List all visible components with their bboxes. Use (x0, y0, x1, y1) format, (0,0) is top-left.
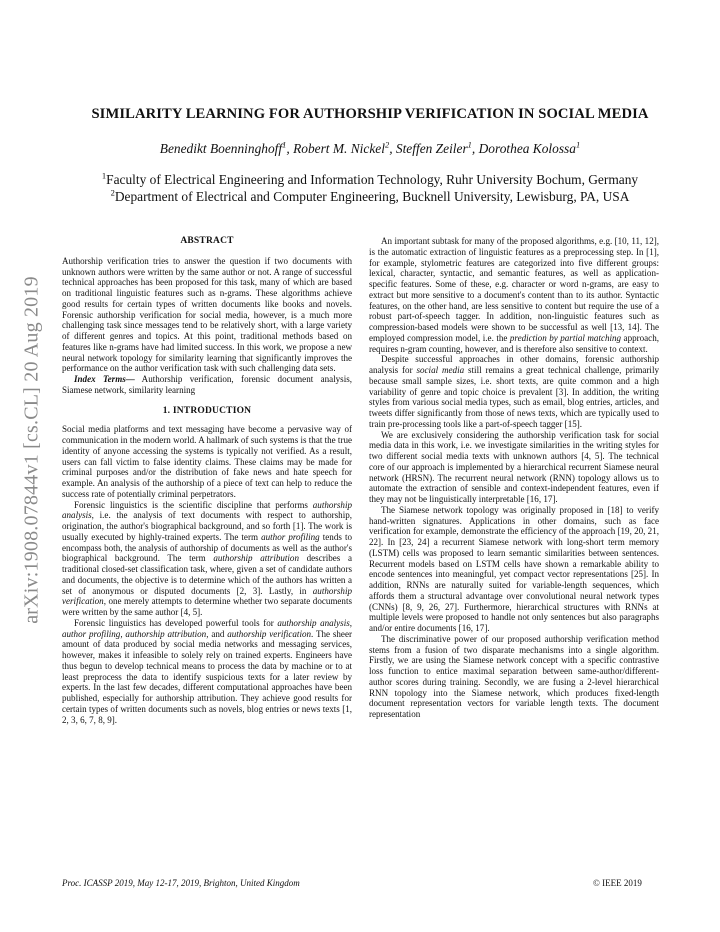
text-run: , one merely attempts to determine whether two separate documents were written by the same author [4, 5]. (62, 596, 352, 617)
abstract-text: Authorship verification tries to answer the question if two documents with unknown authors were written by the same author or not. A range of successful technical approaches has been proposed for this task, many of which are based on traditional linguistic features such as n-grams. These algorithms achieve good results for certain types of written documents like books and novels. Forensic authorship verification for social media, however, is a much more challenging task since messages tend to be relatively short, with a large variety of different genres and topics. At this point, traditional methods based on features like n-grams have had limited success. In this work, we propose a new neural network topology for similarity learning that significantly improves the performance on the author verification task with such challenging data sets. (62, 255, 352, 374)
italic-term: author profiling (261, 531, 320, 542)
body-paragraph: We are exclusively considering the authorship verification task for social media data in this work, i.e. we investigate similarities in the writing styles for two different social media texts with unknown authors [4, 5]. The technical core of our approach is implemented by a hierarchical recurrent Siamese neural network (HRSN). The recurrent neural network (RNN) topology allows us to automate the extraction of sensible and context-independent features, even if they may not be linguistically interpretable [16, 17]. (369, 429, 659, 504)
text-run: , i.e. the analysis of text documents with respect to authorship, origination, the author's biographical background, and so forth [1]. The work is usually executed by highly-trained experts. The term (62, 510, 352, 542)
italic-term: prediction by partial matching (509, 332, 622, 343)
italic-term: authorship verification (62, 585, 352, 607)
affil-mark: 2 (110, 187, 115, 198)
author-affil-mark: 1 (467, 139, 472, 150)
italic-term: social media (416, 365, 465, 375)
author-affil-mark: 1 (575, 139, 581, 150)
author-affil-mark: 1 (282, 139, 287, 150)
intro-paragraph (62, 500, 352, 618)
author-name: Benedikt Boenninghoff (159, 141, 283, 156)
italic-term: authorship analysis (62, 499, 352, 521)
text-run: An important subtask for many of the proposed algorithms, e.g. [10, 11, 12], is the automatic extraction of linguistic features as a preprocessing step. In [1], for example, stylometric features are categorized into five different groups: lexical, character, syntactic, and semantic features, as well as application-specific features. Some of these, e.g. character or word n-grams, are easy to extract but more sensitive to a document's content than to its author. Syntactic features, on the other hand, are less sensitive to content but require the use of a robust part-of-speech tagger. In addition, non-linguistic features such as compression-based models were shown to be successful as well [13, 14]. The employed compression model, i.e. the (369, 236, 659, 343)
affiliation-line (60, 171, 680, 188)
affiliation-line (60, 188, 680, 205)
body-paragraph: The Siamese network topology was originally proposed in [18] to verify hand-written signatures. Applications in other domains, such as face verification for example, demonstrate the efficiency of the approach [19, 20, 21, 22]. In [23, 24] a recurrent Siamese network with long-short term memory (LSTM) cells was proposed to learn semantic similarities between sentences. Recurrent models based on LSTM cells have shown a remarkable ability to encode sentences into meaningful, yet compact vector representations [25]. In addition, RNNs are naturally suited for variable-length sequences, which affords them a structural advantage over convolutional neural network types (CNNs) [8, 9, 26, 27]. Furthermore, hierarchical structures with RNNs at multiple levels were proposed to handle not only sentences but also paragraphs and/or entire documents [16, 17]. (369, 504, 659, 633)
index-terms-text: Authorship verification, forensic document analysis, Siamese network, similarity learning (62, 374, 352, 395)
body-paragraph (369, 236, 659, 354)
affiliation-text: Department of Electrical and Computer Engineering, Bucknell University, Lewisburg, PA, USA (114, 189, 630, 204)
body-paragraph (369, 354, 659, 429)
arxiv-id-text: arXiv:1908.07844v1 [cs.CL] 20 Aug 2019 (20, 276, 43, 624)
text-run: Despite successful approaches in other domains, forensic authorship analysis for (369, 354, 659, 375)
index-terms-label: Index Terms— (74, 374, 135, 384)
author-name: Dorothea Kolossa (478, 141, 576, 156)
footer-conference: Proc. ICASSP 2019, May 12-17, 2019, Brighton, United Kingdom (62, 878, 300, 888)
text-run: approach, requires n-gram counting, however, and is therefore also sensitive to context. (369, 332, 659, 354)
text-run: still remains a great technical challenge, primarily because small sample sizes, i.e. short texts, are quite common and a high variability of genre and topic choice is prevalent [3]. In addition, the writing styles from various social media types, such as email, blog entries, articles, and tweets differ significantly from those of news texts, which are typically used to train pre-processing tools like a part-of-speech tagger [15]. (369, 365, 659, 429)
right-column (369, 236, 659, 720)
text-run: tends to encompass both, the analysis of authorship of documents as well as the author's biographical background. The term (62, 531, 352, 564)
affiliations (60, 171, 680, 205)
affiliation-text: Faculty of Electrical Engineering and Information Technology, Ruhr University Bochum, Germany (106, 172, 639, 187)
text-run: . The sheer amount of data produced by social media networks and messaging services, however, makes it infeasible to solely rely on trained experts. Engineers have thus begun to develop technical means to process the data by machine or to at least preprocess the data to identify suspicious texts for a later review by experts. In the last few decades, different computational approaches have been published, especially for authorship attribution. They achieve good results for certain types of written documents such as novels, blog entries or news texts [1, 2, 3, 6, 7, 8, 9]. (62, 628, 352, 725)
text-run: Forensic linguistics has developed powerful tools for (74, 617, 278, 628)
footer-copyright: © IEEE 2019 (593, 878, 642, 888)
left-column (62, 236, 352, 725)
index-terms (62, 374, 352, 396)
italic-term: authorship analysis, author profiling, authorship attribution (62, 617, 352, 639)
intro-paragraph (62, 618, 352, 726)
intro-paragraph: Social media platforms and text messaging have become a pervasive way of communication in the modern world. A hallmark of such systems is that the true identity of anyone accessing the systems is typically not verified. As a result, users can fall victim to false identity claims. These claims may be made for criminal purposes and/or the distribution of fake news and hate speech for example. An analysis of the authorship of a piece of text can help to reduce the success rate of potentially criminal perpetrators. (62, 424, 352, 499)
author-affil-mark: 2 (384, 139, 390, 150)
body-paragraph: The discriminative power of our proposed authorship verification method stems from a fusion of two disparate mechanisms into a single algorithm. Firstly, we are using the Siamese network concept with a specific contrastive loss function to entice maximal separation between same-author/different-author scores during training. Secondly, we are fusing a 2-level hierarchical RNN topology into the Siamese network, which produces fixed-length document representation vectors for variable length texts. The document representation (369, 633, 659, 719)
arxiv-sidebar-stamp (12, 230, 52, 670)
italic-term: authorship attribution (213, 553, 299, 564)
text-run: describes a traditional closed-set classification task, where, given a set of candidate authors and documents, the objective is to determine which of the authors has written a set of anonymous or disputed documents [2, 3]. Lastly, in (62, 553, 352, 596)
author-list: Benedikt Boenninghoff$^1$, Robert M. Nickel$^2$, Steffen Zeiler$^1$, Dorothea Kolossa$^1$ (159, 139, 581, 156)
affil-mark: 1 (101, 170, 107, 181)
italic-term: authorship verification (227, 628, 312, 639)
abstract-heading: ABSTRACT (180, 236, 234, 246)
author-name: Steffen Zeiler (395, 141, 468, 156)
text-run: Forensic linguistics is the scientific discipline that performs (74, 499, 313, 510)
author-name: Robert M. Nickel (293, 141, 385, 156)
intro-heading: 1. INTRODUCTION (162, 405, 252, 416)
text-run: , and (206, 628, 228, 639)
paper-title: SIMILARITY LEARNING FOR AUTHORSHIP VERIFICATION IN SOCIAL MEDIA (91, 106, 649, 122)
